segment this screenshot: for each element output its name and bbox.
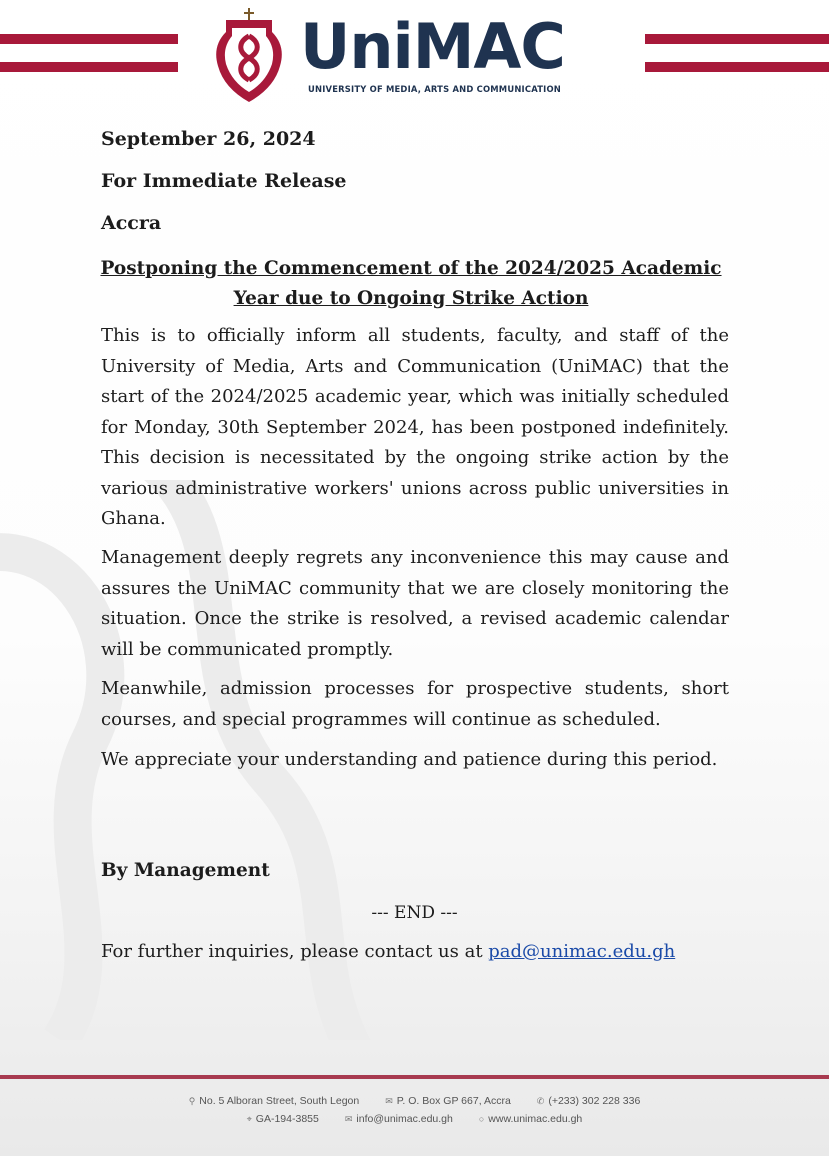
contact-email-link[interactable]: pad@unimac.edu.gh: [488, 941, 676, 962]
footer-divider: [0, 1075, 829, 1079]
footer-contacts: [0, 1095, 829, 1131]
release-type: For Immediate Release: [101, 170, 347, 192]
footer-address-text: No. 5 Alboran Street, South Legon: [199, 1095, 360, 1107]
footer-email-text[interactable]: info@unimac.edu.gh: [356, 1113, 453, 1125]
inquiry-text: For further inquiries, please contact us at: [101, 941, 489, 962]
phone-icon: ✆: [536, 1095, 545, 1106]
footer-gps: [247, 1113, 319, 1125]
location-pin-icon: ⚲: [188, 1095, 196, 1106]
header-stripe-left-bottom: [0, 62, 178, 72]
header-stripe-right-bottom: [645, 62, 829, 72]
footer-website[interactable]: [479, 1113, 582, 1125]
footer-phone-text: (+233) 302 228 336: [548, 1095, 641, 1107]
headline-line-2: Year due to Ongoing Strike Action: [233, 288, 589, 309]
footer-po-box-text: P. O. Box GP 667, Accra: [396, 1095, 511, 1107]
unimac-crest-logo: [210, 6, 288, 106]
body-paragraph-3: Meanwhile, admission processes for prospective students, short courses, and special programmes will continue as scheduled.: [101, 678, 729, 730]
release-date: September 26, 2024: [101, 128, 316, 150]
end-marker-text: --- END ---: [371, 903, 458, 923]
signoff: By Management: [101, 860, 270, 881]
body-paragraph-1: This is to officially inform all students, faculty, and staff of the University of Media, Arts and Communication (UniMAC) that the start of the 2024/2025 academic year, which was initially scheduled for Monday, 30th September 2024, has been postponed indefinitely. This decision is necessitated by the ongoing strike action by the various administrative workers' unions across public universities in Ghana.: [101, 325, 729, 529]
header-stripe-right-top: [645, 34, 829, 44]
footer-phone: [537, 1095, 641, 1107]
footer-po-box: [385, 1095, 511, 1107]
headline-line-1: Postponing the Commencement of the 2024/2025 Academic: [100, 258, 722, 279]
gps-icon: ⌖: [246, 1113, 252, 1124]
end-marker: [0, 903, 829, 923]
footer-gps-text: GA-194-3855: [255, 1113, 319, 1125]
brand-name: UniMAC: [300, 10, 565, 83]
globe-icon: ○: [478, 1114, 485, 1124]
email-icon: ✉: [344, 1113, 353, 1124]
mailbox-icon: ✉: [385, 1095, 393, 1106]
brand-tagline: UNIVERSITY OF MEDIA, ARTS AND COMMUNICATION: [308, 84, 561, 94]
body-paragraph-4: We appreciate your understanding and patience during this period.: [101, 749, 718, 770]
footer-address: [189, 1095, 360, 1107]
footer-email[interactable]: [345, 1113, 453, 1125]
inquiry-line: [101, 941, 675, 962]
footer-website-text[interactable]: www.unimac.edu.gh: [488, 1113, 583, 1125]
body-paragraph-2: Management deeply regrets any inconvenience this may cause and assures the UniMAC community that we are closely monitoring the situation. Once the strike is resolved, a revised academic calendar will be communicated promptly.: [101, 547, 729, 660]
press-release-headline: [96, 254, 726, 314]
header-stripe-left-top: [0, 34, 178, 44]
release-location: Accra: [101, 212, 162, 234]
